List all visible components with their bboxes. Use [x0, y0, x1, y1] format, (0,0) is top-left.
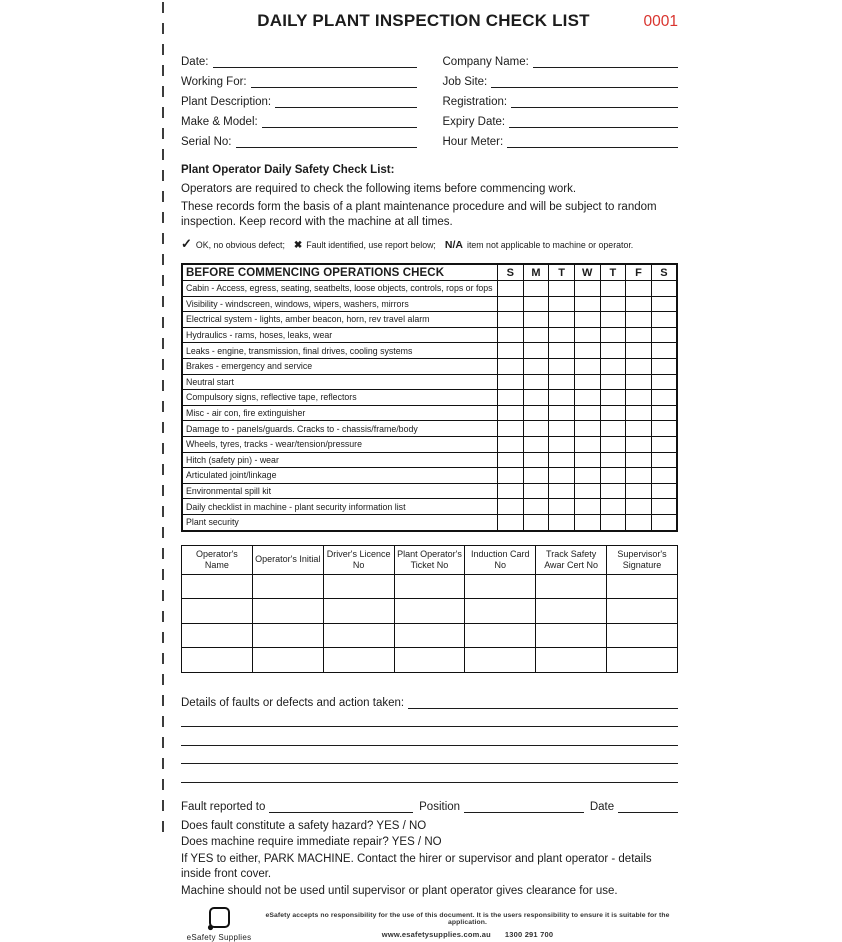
check-item-label: Hitch (safety pin) - wear	[182, 452, 498, 468]
check-day-cell[interactable]	[549, 468, 575, 484]
check-day-cell[interactable]	[523, 468, 549, 484]
operators-cell[interactable]	[465, 599, 536, 624]
check-table-row	[182, 343, 677, 359]
check-day-cell[interactable]	[549, 358, 575, 374]
operators-cell[interactable]	[182, 648, 253, 673]
check-day-cell[interactable]	[651, 343, 677, 359]
check-day-cell[interactable]	[651, 374, 677, 390]
check-day-cell[interactable]	[523, 421, 549, 437]
check-day-cell[interactable]	[523, 452, 549, 468]
form-header	[181, 0, 678, 31]
field-row	[181, 128, 417, 148]
check-day-cell[interactable]	[600, 327, 626, 343]
field-input-line[interactable]	[251, 74, 417, 88]
check-day-cell[interactable]	[626, 374, 652, 390]
check-day-cell[interactable]	[600, 374, 626, 390]
operators-row	[182, 599, 678, 624]
check-table-body	[182, 281, 677, 531]
check-day-cell[interactable]	[549, 390, 575, 406]
check-item-label: Cabin - Access, egress, seating, seatbelts, loose objects, controls, rops or fops	[182, 281, 498, 297]
faults-input-line[interactable]	[408, 695, 678, 709]
operators-cell[interactable]	[394, 648, 465, 673]
check-day-cell[interactable]	[626, 312, 652, 328]
field-input-line[interactable]	[507, 134, 678, 148]
operators-table	[181, 545, 678, 673]
operators-row	[182, 648, 678, 673]
check-day-cell[interactable]	[549, 514, 575, 530]
check-day-cell[interactable]	[651, 358, 677, 374]
check-day-cell[interactable]	[600, 499, 626, 515]
check-item-label: Hydraulics - rams, hoses, leaks, wear	[182, 327, 498, 343]
faults-blank-line[interactable]	[181, 727, 678, 746]
legend-ok-text: OK, no obvious defect;	[195, 240, 285, 250]
field-label: Working For:	[181, 76, 247, 88]
check-day-cell[interactable]	[651, 436, 677, 452]
check-day-cell[interactable]	[651, 296, 677, 312]
check-day-cell[interactable]	[651, 514, 677, 530]
operators-cell[interactable]	[394, 574, 465, 599]
check-day-cell[interactable]	[651, 327, 677, 343]
operators-cell[interactable]	[323, 648, 394, 673]
page-title: DAILY PLANT INSPECTION CHECK LIST	[257, 11, 590, 30]
check-day-cell[interactable]	[523, 312, 549, 328]
check-item-label: Electrical system - lights, amber beacon, horn, rev travel alarm	[182, 312, 498, 328]
check-item-label: Environmental spill kit	[182, 483, 498, 499]
esafety-logo-text: eSafety Supplies	[186, 933, 252, 942]
check-day-cell[interactable]	[523, 343, 549, 359]
check-day-cell[interactable]	[626, 452, 652, 468]
check-item-label: Plant security	[182, 514, 498, 530]
check-item-label: Misc - air con, fire extinguisher	[182, 405, 498, 421]
day-column-header: T	[549, 264, 575, 281]
check-table-row	[182, 421, 677, 437]
operators-column-header: Supervisor's Signature	[607, 545, 678, 574]
day-column-header: S	[651, 264, 677, 281]
check-day-cell[interactable]	[498, 436, 524, 452]
check-day-cell[interactable]	[523, 374, 549, 390]
check-day-cell[interactable]	[549, 343, 575, 359]
operators-cell[interactable]	[394, 599, 465, 624]
check-day-cell[interactable]	[626, 390, 652, 406]
check-item-label: Brakes - emergency and service	[182, 358, 498, 374]
position-label: Position	[419, 800, 461, 813]
check-day-cell[interactable]	[549, 421, 575, 437]
field-input-line[interactable]	[275, 94, 416, 108]
note-clearance: Machine should not be used until supervisor or plant operator gives clearance for use.	[181, 884, 618, 897]
faults-blank-line[interactable]	[181, 764, 678, 783]
legend-fault-text: Fault identified, use report below;	[306, 240, 436, 250]
symbol-legend	[181, 236, 678, 252]
check-day-cell[interactable]	[626, 296, 652, 312]
check-item-label: Visibility - windscreen, windows, wipers, washers, mirrors	[182, 296, 498, 312]
day-column-header: F	[626, 264, 652, 281]
check-day-cell[interactable]	[626, 281, 652, 297]
field-label: Serial No:	[181, 136, 232, 148]
check-day-cell[interactable]	[651, 390, 677, 406]
check-day-cell[interactable]	[549, 312, 575, 328]
operators-cell[interactable]	[465, 648, 536, 673]
check-day-cell[interactable]	[498, 312, 524, 328]
check-item-label: Neutral start	[182, 374, 498, 390]
field-label: Registration:	[442, 96, 508, 108]
legend-na-text: item not applicable to machine or operator.	[466, 240, 634, 250]
check-day-cell[interactable]	[600, 468, 626, 484]
operators-cell[interactable]	[252, 599, 323, 624]
check-table-title: BEFORE COMMENCING OPERATIONS CHECK	[182, 264, 498, 281]
check-day-cell[interactable]	[574, 296, 600, 312]
check-day-cell[interactable]	[626, 327, 652, 343]
check-day-cell[interactable]	[549, 436, 575, 452]
check-item-label: Compulsory signs, reflective tape, reflectors	[182, 390, 498, 406]
check-table-row	[182, 281, 677, 297]
field-input-line[interactable]	[262, 114, 417, 128]
check-day-cell[interactable]	[498, 499, 524, 515]
check-table-header-row	[182, 264, 677, 281]
footer-phone: 1300 291 700	[504, 930, 554, 939]
check-day-cell[interactable]	[523, 327, 549, 343]
check-item-label: Wheels, tyres, tracks - wear/tension/pressure	[182, 436, 498, 452]
header-fields	[181, 48, 678, 148]
check-day-cell[interactable]	[600, 312, 626, 328]
field-label: Make & Model:	[181, 116, 258, 128]
fault-reported-label: Fault reported to	[181, 800, 266, 813]
esafety-logo-icon	[206, 906, 232, 932]
operators-cell[interactable]	[607, 599, 678, 624]
check-day-cell[interactable]	[549, 483, 575, 499]
field-label: Expiry Date:	[442, 116, 506, 128]
questions-section	[181, 819, 678, 900]
check-table-row	[182, 312, 677, 328]
check-day-cell[interactable]	[600, 436, 626, 452]
check-day-cell[interactable]	[574, 327, 600, 343]
check-day-cell[interactable]	[600, 483, 626, 499]
check-table-row	[182, 436, 677, 452]
check-table-row	[182, 499, 677, 515]
check-day-cell[interactable]	[498, 327, 524, 343]
check-day-cell[interactable]	[498, 468, 524, 484]
field-input-line[interactable]	[236, 134, 417, 148]
check-ok-icon: ✓	[181, 236, 192, 251]
before-commencing-check-table	[181, 263, 678, 532]
operators-header-row	[182, 545, 678, 574]
faults-blank-line[interactable]	[181, 709, 678, 728]
intro-line2: These records form the basis of a plant maintenance procedure and will be subject to random inspection. Keep record with the machine at all times.	[181, 201, 657, 228]
check-day-cell[interactable]	[574, 436, 600, 452]
check-day-cell[interactable]	[523, 281, 549, 297]
field-label: Date:	[181, 56, 209, 68]
check-table-row	[182, 452, 677, 468]
operators-cell[interactable]	[252, 648, 323, 673]
operators-cell[interactable]	[536, 574, 607, 599]
operators-column-header: Induction Card No	[465, 545, 536, 574]
faults-section	[181, 693, 678, 783]
check-day-cell[interactable]	[600, 281, 626, 297]
check-day-cell[interactable]	[651, 421, 677, 437]
header-fields-left	[181, 48, 417, 148]
fault-cross-icon: ✖	[293, 240, 303, 251]
operators-cell[interactable]	[182, 623, 253, 648]
check-day-cell[interactable]	[626, 343, 652, 359]
check-day-cell[interactable]	[523, 296, 549, 312]
check-table-row	[182, 327, 677, 343]
operators-column-header: Operator's Initial	[252, 545, 323, 574]
check-day-cell[interactable]	[626, 514, 652, 530]
check-day-cell[interactable]	[574, 468, 600, 484]
check-day-cell[interactable]	[523, 499, 549, 515]
check-item-label: Leaks - engine, transmission, final drives, cooling systems	[182, 343, 498, 359]
footer-website: www.esafetysupplies.com.au	[381, 930, 491, 939]
check-day-cell[interactable]	[600, 343, 626, 359]
field-label: Company Name:	[442, 56, 529, 68]
field-input-line[interactable]	[511, 94, 678, 108]
check-day-cell[interactable]	[549, 374, 575, 390]
check-day-cell[interactable]	[498, 405, 524, 421]
check-table-row	[182, 514, 677, 530]
check-day-cell[interactable]	[549, 296, 575, 312]
operators-cell[interactable]	[182, 599, 253, 624]
field-label: Hour Meter:	[442, 136, 504, 148]
faults-blank-line[interactable]	[181, 746, 678, 765]
check-table-row	[182, 358, 677, 374]
faults-blank-lines	[181, 709, 678, 783]
day-column-header: M	[523, 264, 549, 281]
field-row	[443, 68, 679, 88]
operators-cell[interactable]	[394, 623, 465, 648]
check-day-cell[interactable]	[600, 514, 626, 530]
check-day-cell[interactable]	[523, 483, 549, 499]
check-day-cell[interactable]	[574, 343, 600, 359]
check-day-cell[interactable]	[574, 421, 600, 437]
date-label: Date	[589, 800, 615, 813]
na-symbol: N/A	[444, 239, 463, 251]
check-day-cell[interactable]	[626, 405, 652, 421]
intro-heading: Plant Operator Daily Safety Check List:	[181, 164, 395, 176]
operators-cell[interactable]	[465, 574, 536, 599]
intro-line1: Operators are required to check the following items before commencing work.	[181, 182, 577, 195]
check-day-cell[interactable]	[574, 312, 600, 328]
operators-cell[interactable]	[323, 623, 394, 648]
check-day-cell[interactable]	[651, 405, 677, 421]
check-day-cell[interactable]	[626, 499, 652, 515]
intro-section	[181, 163, 678, 229]
operators-cell[interactable]	[465, 623, 536, 648]
check-item-label: Daily checklist in machine - plant security information list	[182, 499, 498, 515]
check-day-cell[interactable]	[574, 390, 600, 406]
check-day-cell[interactable]	[549, 499, 575, 515]
check-day-cell[interactable]	[626, 436, 652, 452]
date-input-line[interactable]	[618, 799, 678, 813]
check-day-cell[interactable]	[549, 327, 575, 343]
operators-cell[interactable]	[607, 623, 678, 648]
check-day-cell[interactable]	[651, 312, 677, 328]
field-input-line[interactable]	[533, 54, 678, 68]
check-day-cell[interactable]	[523, 390, 549, 406]
operators-column-header: Operator's Name	[182, 545, 253, 574]
check-day-cell[interactable]	[574, 499, 600, 515]
check-day-cell[interactable]	[651, 452, 677, 468]
check-day-cell[interactable]	[498, 343, 524, 359]
field-label: Plant Description:	[181, 96, 272, 108]
check-day-cell[interactable]	[498, 296, 524, 312]
faults-label: Details of faults or defects and action taken:	[181, 696, 405, 709]
esafety-logo	[181, 906, 257, 942]
operators-cell[interactable]	[536, 623, 607, 648]
operators-row	[182, 623, 678, 648]
check-item-label: Articulated joint/linkage	[182, 468, 498, 484]
operators-column-header: Plant Operator's Ticket No	[394, 545, 465, 574]
check-day-cell[interactable]	[651, 281, 677, 297]
operators-cell[interactable]	[182, 574, 253, 599]
check-day-cell[interactable]	[498, 483, 524, 499]
operators-cell[interactable]	[536, 599, 607, 624]
check-day-cell[interactable]	[600, 358, 626, 374]
operators-table-body	[182, 574, 678, 672]
field-row	[443, 128, 679, 148]
form-serial-number: 0001	[643, 13, 678, 30]
field-input-line[interactable]	[213, 54, 417, 68]
check-item-label: Damage to - panels/guards. Cracks to - chassis/frame/body	[182, 421, 498, 437]
check-day-cell[interactable]	[651, 499, 677, 515]
question-safety-hazard: Does fault constitute a safety hazard? YES / NO	[181, 819, 427, 832]
check-day-cell[interactable]	[626, 483, 652, 499]
check-day-cell[interactable]	[574, 405, 600, 421]
footer-disclaimer: eSafety accepts no responsibility for the use of this document. It is the users responsibility to ensure it is suitable for the application.	[265, 912, 670, 926]
question-immediate-repair: Does machine require immediate repair? YES / NO	[181, 836, 442, 848]
check-table-row	[182, 390, 677, 406]
field-input-line[interactable]	[509, 114, 678, 128]
operators-cell[interactable]	[323, 574, 394, 599]
check-day-cell[interactable]	[498, 514, 524, 530]
position-input-line[interactable]	[464, 799, 584, 813]
check-table-row	[182, 405, 677, 421]
check-table-row	[182, 374, 677, 390]
check-day-cell[interactable]	[498, 374, 524, 390]
check-day-cell[interactable]	[523, 436, 549, 452]
operators-cell[interactable]	[607, 648, 678, 673]
check-day-cell[interactable]	[600, 405, 626, 421]
check-day-cell[interactable]	[523, 405, 549, 421]
operators-cell[interactable]	[607, 574, 678, 599]
check-day-cell[interactable]	[498, 281, 524, 297]
field-row	[181, 68, 417, 88]
check-day-cell[interactable]	[498, 452, 524, 468]
day-column-header: W	[574, 264, 600, 281]
check-day-cell[interactable]	[523, 358, 549, 374]
check-day-cell[interactable]	[574, 452, 600, 468]
header-fields-right	[443, 48, 679, 148]
check-day-cell[interactable]	[574, 514, 600, 530]
binding-tick-marks	[162, 2, 164, 840]
check-day-cell[interactable]	[498, 358, 524, 374]
check-day-cell[interactable]	[549, 452, 575, 468]
footer-text-block	[257, 906, 678, 939]
check-day-cell[interactable]	[549, 281, 575, 297]
check-day-cell[interactable]	[574, 358, 600, 374]
operators-cell[interactable]	[252, 574, 323, 599]
day-column-header: T	[600, 264, 626, 281]
operators-cell[interactable]	[252, 623, 323, 648]
operators-cell[interactable]	[323, 599, 394, 624]
field-row	[181, 108, 417, 128]
field-row	[443, 48, 679, 68]
check-day-cell[interactable]	[651, 483, 677, 499]
check-day-cell[interactable]	[600, 390, 626, 406]
field-label: Job Site:	[442, 76, 488, 88]
check-table-row	[182, 296, 677, 312]
page-footer	[181, 906, 678, 942]
check-day-cell[interactable]	[626, 468, 652, 484]
operators-column-header: Driver's Licence No	[323, 545, 394, 574]
check-day-cell[interactable]	[600, 296, 626, 312]
fault-report-row	[181, 798, 678, 813]
field-row	[181, 88, 417, 108]
field-row	[443, 108, 679, 128]
check-table-row	[182, 483, 677, 499]
day-column-header: S	[498, 264, 524, 281]
check-day-cell[interactable]	[574, 483, 600, 499]
check-day-cell[interactable]	[523, 514, 549, 530]
field-row	[181, 48, 417, 68]
field-row	[443, 88, 679, 108]
operators-row	[182, 574, 678, 599]
check-day-cell[interactable]	[498, 390, 524, 406]
operators-cell[interactable]	[536, 648, 607, 673]
fault-reported-input-line[interactable]	[269, 799, 413, 813]
check-table-row	[182, 468, 677, 484]
operators-column-header: Track Safety Awar Cert No	[536, 545, 607, 574]
field-input-line[interactable]	[491, 74, 678, 88]
check-day-cell[interactable]	[574, 281, 600, 297]
note-park-machine: If YES to either, PARK MACHINE. Contact the hirer or supervisor and plant operator - details inside front cover.	[181, 852, 652, 880]
check-day-cell[interactable]	[600, 421, 626, 437]
check-day-cell[interactable]	[549, 405, 575, 421]
check-day-cell[interactable]	[574, 374, 600, 390]
check-day-cell[interactable]	[626, 421, 652, 437]
check-day-cell[interactable]	[600, 452, 626, 468]
check-day-cell[interactable]	[651, 468, 677, 484]
check-day-cell[interactable]	[498, 421, 524, 437]
check-day-cell[interactable]	[626, 358, 652, 374]
